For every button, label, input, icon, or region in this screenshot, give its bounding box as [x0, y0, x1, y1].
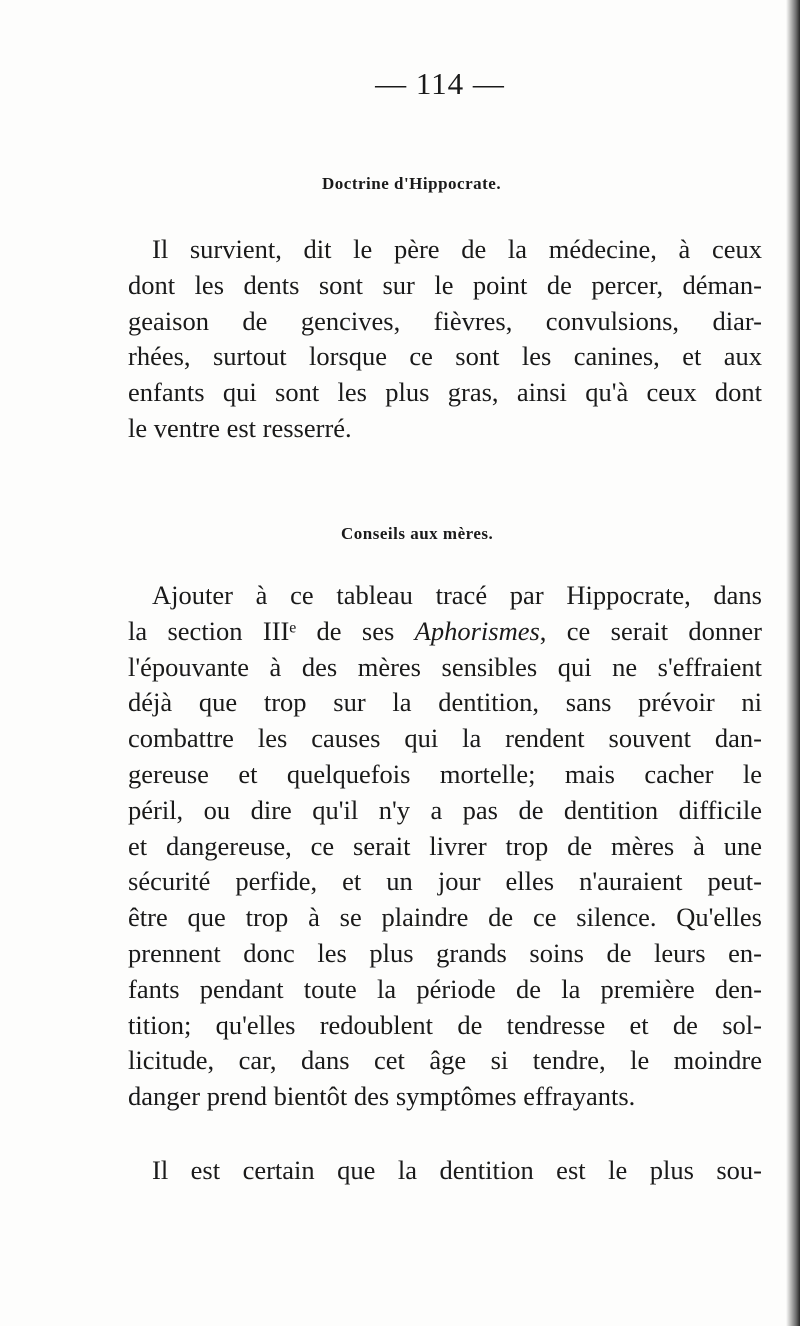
text-line: péril, ou dire qu'il n'y a pas de dentition difficile: [128, 794, 762, 825]
text-line: geaison de gencives, fièvres, convulsions, diar-: [128, 305, 762, 336]
text-line: combattre les causes qui la rendent souvent dan-: [128, 723, 762, 754]
text-line: sécurité perfide, et un jour elles n'auraient peut-: [128, 866, 762, 897]
section-heading-conseils: Conseils aux mères.: [341, 524, 494, 543]
text-line: enfants qui sont les plus gras, ainsi qu'à ceux dont: [128, 377, 762, 408]
text-line: dont les dents sont sur le point de percer, déman-: [128, 269, 762, 300]
text-line: rhées, surtout lorsque ce sont les canines, et aux: [128, 341, 762, 372]
paragraph-hippocrate: [128, 232, 762, 447]
text-line: et dangereuse, ce serait livrer trop de mères à une: [128, 830, 762, 861]
page-number: — 114 —: [375, 66, 505, 101]
italic-title: Aphorismes: [414, 615, 540, 646]
text-line: prennent donc les plus grands soins de leurs en-: [128, 937, 762, 968]
text-line: être que trop à se plaindre de ce silence. Qu'elles: [128, 902, 762, 933]
text-line: Il survient, dit le père de la médecine, à ceux: [152, 234, 762, 264]
paragraph-conseils: [128, 578, 762, 1115]
paragraph-continuation: [128, 1153, 762, 1189]
text-line: licitude, car, dans cet âge si tendre, le moindre: [128, 1045, 762, 1076]
text-line: fants pendant toute la période de la première den-: [128, 973, 762, 1004]
text-line: le ventre est resserré.: [128, 412, 352, 443]
text-line: la section IIIᵉ de ses Aphorismes, ce serait donner: [128, 615, 762, 646]
text-line: déjà que trop sur la dentition, sans prévoir ni: [128, 687, 762, 718]
text-line: danger prend bientôt des symptômes effrayants.: [128, 1081, 636, 1112]
text-line: Ajouter à ce tableau tracé par Hippocrate, dans: [152, 580, 762, 610]
text-line: gereuse et quelquefois mortelle; mais cacher le: [128, 758, 762, 789]
text-line: tition; qu'elles redoublent de tendresse et de sol-: [128, 1009, 762, 1040]
text-line: Il est certain que la dentition est le plus sou-: [152, 1155, 762, 1185]
page-edge-shadow: [786, 0, 800, 1326]
section-heading-hippocrate: Doctrine d'Hippocrate.: [322, 174, 502, 193]
text-line: l'épouvante à des mères sensibles qui ne s'effraient: [128, 651, 762, 682]
